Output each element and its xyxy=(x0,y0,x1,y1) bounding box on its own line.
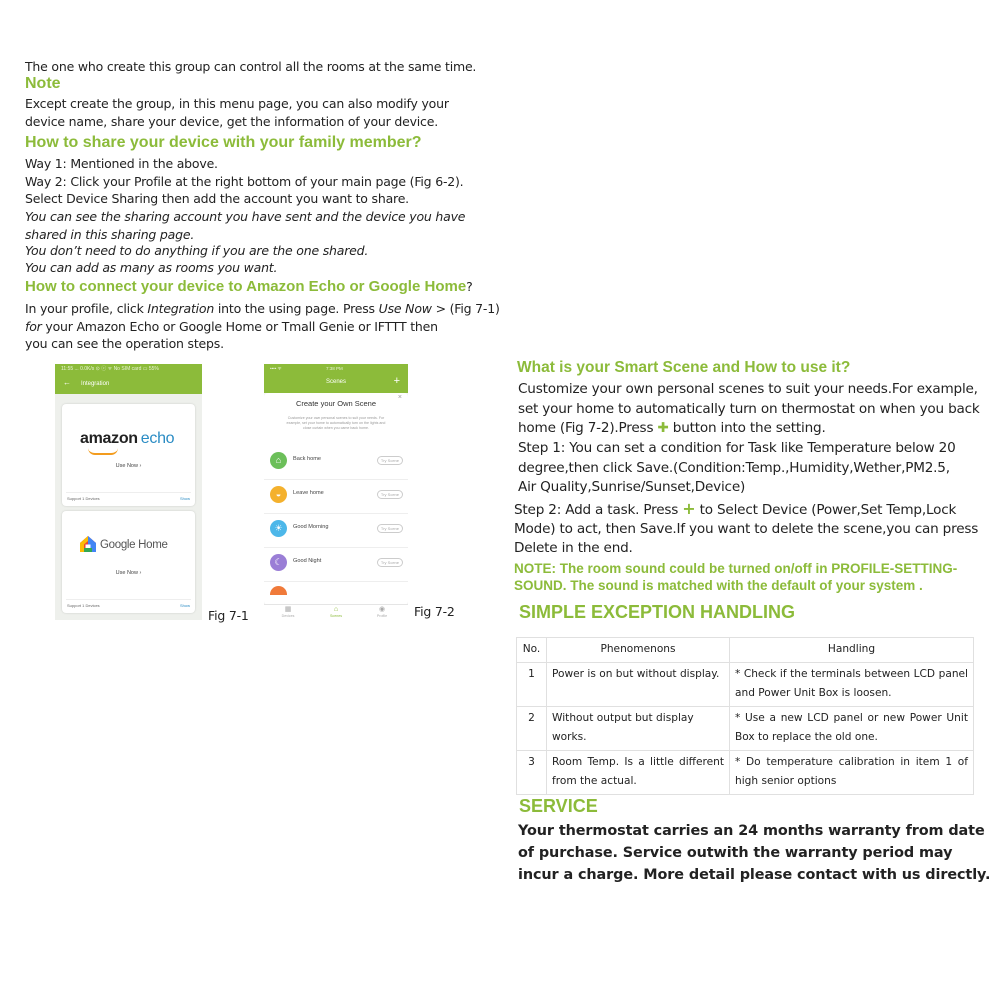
scene-row[interactable]: ☾ Good Night Try Scene xyxy=(264,547,408,582)
plus-icon: + xyxy=(682,499,696,518)
sound-note-2: SOUND. The sound is matched with the default of your system . xyxy=(514,578,923,593)
modal-title: Create your Own Scene xyxy=(295,399,377,408)
sun-icon: ☀ xyxy=(270,520,287,537)
fig-7-1-caption: Fig 7-1 xyxy=(208,608,249,623)
share-italic-2: shared in this sharing page. xyxy=(25,227,195,242)
google-home-card xyxy=(62,511,195,613)
exception-heading: SIMPLE EXCEPTION HANDLING xyxy=(519,602,796,622)
google-home-icon xyxy=(79,535,97,553)
plus-icon: ✚ xyxy=(657,420,669,436)
table-row: 1 Power is on but without display. * Check if the terminals between LCD panel and Power Unit Box is loosen. xyxy=(517,662,974,706)
show-link[interactable]: Show xyxy=(179,496,190,501)
share-way-2: Way 2: Click your Profile at the right bottom of your main page (Fig 6-2). xyxy=(25,174,464,189)
app-bar-2 xyxy=(264,373,408,393)
intro-text: The one who create this group can control all the rooms at the same time. xyxy=(25,59,477,74)
status-bar-2: •••• ᯤ 7:38 PM xyxy=(264,364,408,373)
exception-table xyxy=(516,637,974,795)
share-italic-3: You don’t need to do anything if you are the one shared. xyxy=(25,243,369,258)
step2-line-3: Delete in the end. xyxy=(514,540,633,556)
service-heading: SERVICE xyxy=(519,796,598,816)
scenes-title: Scenes xyxy=(325,379,346,385)
status-bar: 11:55 ... 0.0K/s ⊙ ⓒ ᯤ No SIM card ▭ 55% xyxy=(55,364,202,374)
connect-line-2: for your Amazon Echo or Google Home or Tmall Genie or IFTTT then xyxy=(25,319,438,334)
connect-heading: How to connect your device to Amazon Echo or Google Home? xyxy=(25,278,473,295)
moon-icon: ☾ xyxy=(270,554,287,571)
scene-para-3: home (Fig 7-2).Press ✚ button into the setting. xyxy=(518,420,826,436)
tab-devices[interactable]: ▦ Devices xyxy=(281,606,295,618)
note-line-1: Except create the group, in this menu page, you can also modify your xyxy=(25,96,449,111)
sound-note-1: NOTE: The room sound could be turned on/off in PROFILE-SETTING- xyxy=(514,561,958,576)
tab-profile[interactable]: ◉ Profile xyxy=(376,606,388,618)
amazon-echo-card xyxy=(62,404,195,506)
fig-7-2-caption: Fig 7-2 xyxy=(414,604,455,619)
service-line-3: incur a charge. More detail please contact with us directly. xyxy=(518,867,991,883)
step1-line-3: Air Quality,Sunrise/Sunset,Device) xyxy=(518,479,746,495)
add-icon[interactable]: + xyxy=(393,375,400,387)
connect-line-1: In your profile, click Integration into the using page. Press Use Now > (Fig 7-1) xyxy=(25,301,500,316)
scene-modal xyxy=(264,393,408,605)
integration-screenshot xyxy=(55,364,202,620)
show-link-2[interactable]: Show xyxy=(179,603,190,608)
app-bar-title: Integration xyxy=(80,381,110,387)
car-icon: ◒ xyxy=(270,486,287,503)
step1-line-1: Step 1: You can set a condition for Task like Temperature below 20 xyxy=(518,440,956,456)
connect-line-3: you can see the operation steps. xyxy=(25,336,224,351)
step2-line-1: Step 2: Add a task. Press + to Select Device (Power,Set Temp,Lock xyxy=(514,499,957,518)
share-italic-1: You can see the sharing account you have sent and the device you have xyxy=(25,209,466,224)
google-home-label: Google Home xyxy=(100,539,168,551)
amazon-smile-icon xyxy=(88,448,118,455)
share-italic-4: You can add as many as rooms you want. xyxy=(25,260,278,275)
close-icon[interactable]: × xyxy=(397,394,402,401)
tab-scenes[interactable]: ⌂ Scenes xyxy=(330,606,342,618)
back-icon[interactable]: ← xyxy=(63,378,71,387)
use-now-link-google[interactable]: Use Now › xyxy=(115,570,142,576)
scene-row[interactable]: ☀ Good Morning Try Scene xyxy=(264,513,408,548)
table-header-row xyxy=(517,638,974,663)
share-select: Select Device Sharing then add the account you want to share. xyxy=(25,191,409,206)
service-line-1: Your thermostat carries an 24 months warranty from date xyxy=(518,823,985,839)
try-scene-button[interactable]: Try Scene xyxy=(377,558,403,567)
share-way-1: Way 1: Mentioned in the above. xyxy=(25,156,218,171)
scene-icon-partial xyxy=(270,586,287,595)
header-no: No. xyxy=(517,638,547,663)
header-phenomenons: Phenomenons xyxy=(547,638,730,663)
home-icon: ⌂ xyxy=(270,452,287,469)
bottom-tab-bar xyxy=(264,604,408,620)
try-scene-button[interactable]: Try Scene xyxy=(377,456,403,465)
support-text: Support 1 Devices xyxy=(67,496,100,501)
scene-row[interactable]: ◒ Leave home Try Scene xyxy=(264,479,408,514)
step2-line-2: Mode) to act, then Save.If you want to delete the scene,you can press xyxy=(514,521,979,537)
header-handling: Handling xyxy=(730,638,974,663)
table-row: 2 Without output but display works. * Use a new LCD panel or new Power Unit Box to replace the old one. xyxy=(517,706,974,750)
use-now-link-amazon[interactable]: Use Now › xyxy=(115,463,142,469)
support-text-2: Support 1 Devices xyxy=(67,603,100,608)
share-heading: How to share your device with your family member? xyxy=(25,134,422,151)
table-row: 3 Room Temp. Is a little different from the actual. * Do temperature calibration in item 1 of high senior options xyxy=(517,750,974,794)
note-line-2: device name, share your device, get the information of your device. xyxy=(25,114,438,129)
try-scene-button[interactable]: Try Scene xyxy=(377,524,403,533)
amazon-echo-logo: amazon echo xyxy=(80,430,175,447)
try-scene-button[interactable]: Try Scene xyxy=(377,490,403,499)
note-heading: Note xyxy=(25,75,61,92)
smart-scene-heading: What is your Smart Scene and How to use it? xyxy=(517,359,851,376)
step1-line-2: degree,then click Save.(Condition:Temp.,Humidity,Wether,PM2.5, xyxy=(518,460,950,476)
service-line-2: of purchase. Service outwith the warranty period may xyxy=(518,845,953,861)
modal-description: Customize your own personal scenes to suit your needs. For example, set your home to automatically turn on the lights and close curtain when you came back home. xyxy=(286,416,386,430)
scene-para-2: set your home to automatically turn on thermostat on when you back xyxy=(518,401,980,417)
scene-para-1: Customize your own personal scenes to suit your needs.For example, xyxy=(518,381,978,397)
scene-row[interactable]: ⌂ Back home Try Scene xyxy=(264,445,408,480)
scenes-screenshot xyxy=(264,364,408,620)
app-bar xyxy=(55,374,202,394)
